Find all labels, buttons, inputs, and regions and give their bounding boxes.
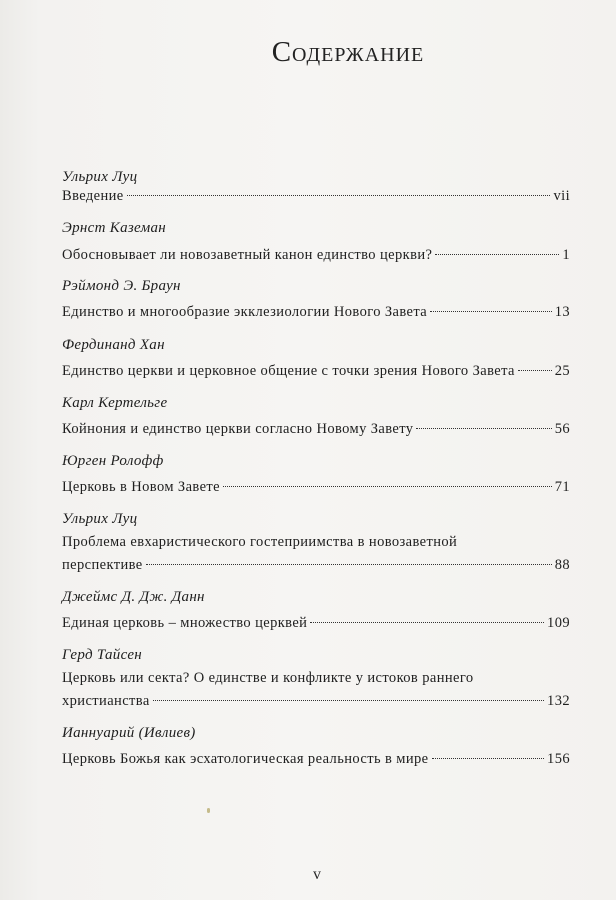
entry-author: Герд Тайсен <box>62 647 143 663</box>
entry-author: Рэймонд Э. Браун <box>62 278 181 294</box>
entry-title-row[interactable] <box>62 691 570 711</box>
entry-page-number: 132 <box>547 693 570 709</box>
entry-title: Единая церковь – множество церквей <box>62 615 308 631</box>
page-number-folio: v <box>313 866 321 883</box>
toc-entry <box>62 588 570 633</box>
entry-author: Ульрих Луц <box>62 169 138 185</box>
dot-leader <box>416 428 551 429</box>
entry-page-number: 156 <box>547 751 570 767</box>
entry-page-number: 109 <box>547 615 570 631</box>
entry-title-row[interactable] <box>62 477 570 497</box>
dot-leader <box>127 195 551 196</box>
dot-leader <box>223 486 552 487</box>
entry-title: Обосновывает ли новозаветный канон единство церкви? <box>62 247 433 263</box>
entry-title: христианства <box>62 693 150 709</box>
toc-entry <box>62 277 570 322</box>
entry-author: Юрген Ролофф <box>62 453 164 469</box>
entry-author: Ульрих Луц <box>62 511 138 527</box>
entry-title-row[interactable] <box>62 613 570 633</box>
entry-page-number: 1 <box>562 247 570 263</box>
dot-leader <box>518 370 552 371</box>
toc-entry <box>62 336 570 381</box>
entry-title: Койнония и единство церкви согласно Новому Завету <box>62 421 414 437</box>
entry-title-row[interactable] <box>62 302 570 322</box>
dot-leader <box>432 758 545 759</box>
entry-title-line: Церковь или секта? О единстве и конфликте у истоков раннего <box>62 670 474 686</box>
entry-title-row[interactable] <box>62 361 570 381</box>
page-title: Содержание <box>271 36 425 68</box>
dot-leader <box>430 311 552 312</box>
entry-title: Единство и многообразие экклезиологии Нового Завета <box>62 304 428 320</box>
entry-title-line: Проблема евхаристического гостеприимства в новозаветной <box>62 534 458 550</box>
entry-title-row[interactable] <box>62 186 570 206</box>
entry-title-row[interactable] <box>62 555 570 575</box>
dot-leader <box>435 254 559 255</box>
entry-page-number: 56 <box>554 421 570 437</box>
entry-author: Джеймс Д. Дж. Данн <box>62 589 205 605</box>
toc-entry <box>62 510 570 575</box>
entry-page-number: 13 <box>554 304 570 320</box>
entry-author: Фердинанд Хан <box>62 337 165 353</box>
entry-page-number: 88 <box>554 557 570 573</box>
entry-title: перспективе <box>62 557 143 573</box>
entry-title-row[interactable] <box>62 419 570 439</box>
toc-entry <box>62 219 570 265</box>
entry-title-row[interactable] <box>62 245 570 265</box>
entry-author: Ианнуарий (Ивлиев) <box>62 725 196 741</box>
toc-entry <box>62 646 570 711</box>
dot-leader <box>146 564 552 565</box>
toc-entry <box>62 394 570 439</box>
paper-speck <box>207 808 210 813</box>
toc-entry <box>62 724 570 769</box>
dot-leader <box>310 622 544 623</box>
entry-title: Единство церкви и церковное общение с точки зрения Нового Завета <box>62 363 515 379</box>
entry-title: Церковь Божья как эсхатологическая реальность в мире <box>62 751 429 767</box>
entry-author: Эрнст Каземан <box>62 220 167 236</box>
entry-page-number: vii <box>553 188 570 204</box>
entry-title: Церковь в Новом Завете <box>62 479 220 495</box>
toc-entry <box>62 452 570 497</box>
table-of-contents <box>62 168 570 769</box>
entry-title-row[interactable] <box>62 749 570 769</box>
entry-title: Введение <box>62 188 124 204</box>
entry-page-number: 71 <box>554 479 570 495</box>
dot-leader <box>153 700 544 701</box>
toc-entry <box>62 168 570 206</box>
entry-author: Карл Кертельге <box>62 395 168 411</box>
entry-page-number: 25 <box>554 363 570 379</box>
